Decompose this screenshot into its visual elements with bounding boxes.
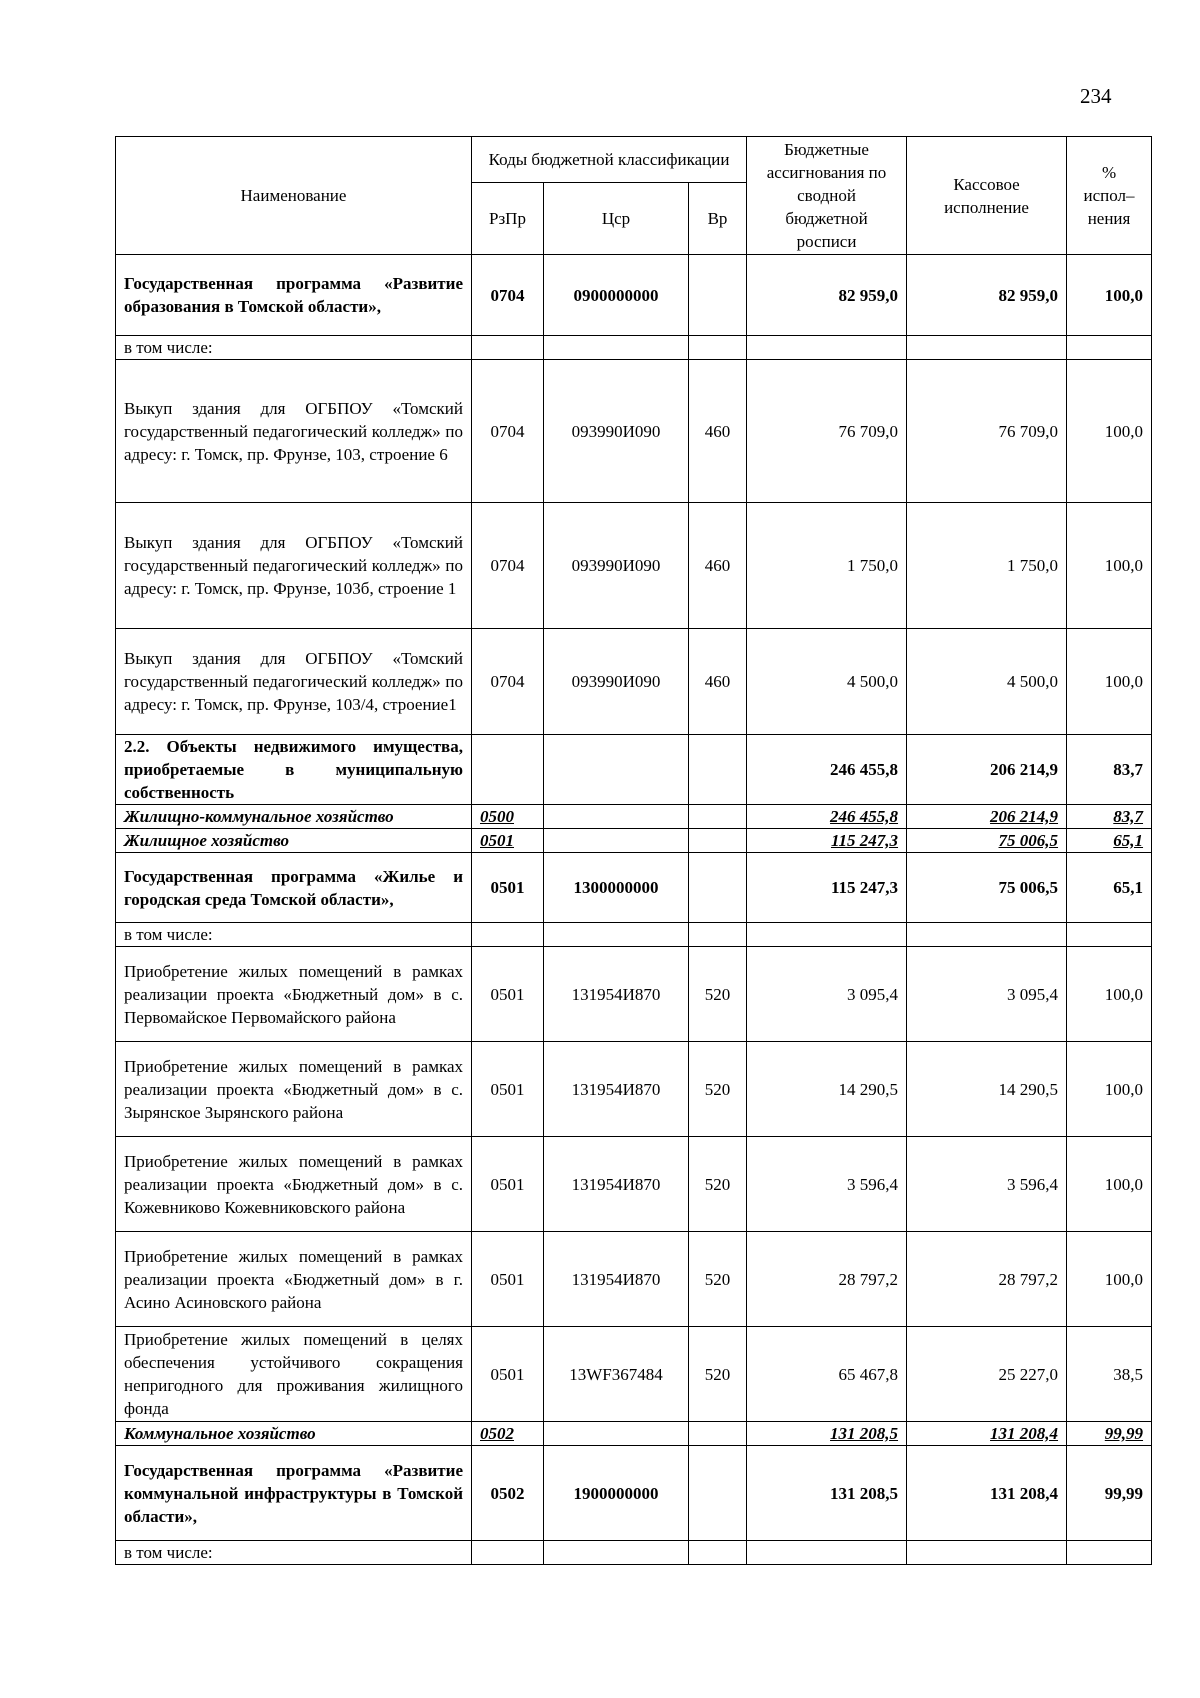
table-row [116, 1446, 1152, 1541]
row-cash: 1 750,0 [907, 503, 1067, 629]
row-tsr: 093990И090 [544, 629, 689, 735]
table-row [116, 1232, 1152, 1327]
row-percent: 38,5 [1067, 1327, 1152, 1422]
row-name: Жилищно-коммунальное хозяйство [116, 805, 472, 829]
row-budget: 76 709,0 [747, 360, 907, 503]
header-vr: Вр [689, 183, 747, 255]
row-budget: 3 095,4 [747, 947, 907, 1042]
table-row [116, 947, 1152, 1042]
row-percent: 65,1 [1067, 853, 1152, 923]
row-budget: 115 247,3 [747, 853, 907, 923]
row-name: Приобретение жилых помещений в рамках реализации проекта «Бюджетный дом» в с. Первомайское Первомайского района [116, 947, 472, 1042]
row-budget: 1 750,0 [747, 503, 907, 629]
header-codes: Коды бюджетной классификации [472, 137, 747, 183]
table-row [116, 735, 1152, 805]
row-percent: 100,0 [1067, 503, 1152, 629]
table-row [116, 336, 1152, 360]
row-vr: 460 [689, 629, 747, 735]
row-rzpr: 0704 [472, 360, 544, 503]
row-cash: 14 290,5 [907, 1042, 1067, 1137]
row-name: Выкуп здания для ОГБПОУ «Томский государственный педагогический колледж» по адресу: г. Томск, пр. Фрунзе, 103/4, строение1 [116, 629, 472, 735]
header-percent: % испол–нения [1067, 137, 1152, 255]
row-percent: 100,0 [1067, 629, 1152, 735]
row-name: 2.2. Объекты недвижимого имущества, приобретаемые в муниципальную собственность [116, 735, 472, 805]
row-vr: 520 [689, 1327, 747, 1422]
row-budget: 3 596,4 [747, 1137, 907, 1232]
row-rzpr: 0501 [472, 829, 544, 853]
row-name: Приобретение жилых помещений в рамках реализации проекта «Бюджетный дом» в с. Зырянское Зырянского района [116, 1042, 472, 1137]
row-tsr [544, 336, 689, 360]
table-row [116, 829, 1152, 853]
row-rzpr: 0501 [472, 1137, 544, 1232]
row-name: Приобретение жилых помещений в рамках реализации проекта «Бюджетный дом» в г. Асино Асиновского района [116, 1232, 472, 1327]
row-tsr: 131954И870 [544, 947, 689, 1042]
header-tsr: Цср [544, 183, 689, 255]
table-row [116, 1541, 1152, 1565]
row-cash: 4 500,0 [907, 629, 1067, 735]
row-name: Государственная программа «Развитие коммунальной инфраструктуры в Томской области», [116, 1446, 472, 1541]
row-cash: 206 214,9 [907, 735, 1067, 805]
row-name: Выкуп здания для ОГБПОУ «Томский государственный педагогический колледж» по адресу: г. Томск, пр. Фрунзе, 103, строение 6 [116, 360, 472, 503]
row-cash [907, 923, 1067, 947]
row-vr: 520 [689, 1137, 747, 1232]
row-budget: 246 455,8 [747, 805, 907, 829]
row-vr [689, 805, 747, 829]
row-vr: 520 [689, 947, 747, 1042]
header-name: Наименование [116, 137, 472, 255]
row-cash [907, 336, 1067, 360]
row-percent: 100,0 [1067, 360, 1152, 503]
row-percent [1067, 1541, 1152, 1565]
row-tsr: 1900000000 [544, 1446, 689, 1541]
table-row [116, 1137, 1152, 1232]
row-name: Коммунальное хозяйство [116, 1422, 472, 1446]
row-vr: 460 [689, 503, 747, 629]
row-tsr: 13WF367484 [544, 1327, 689, 1422]
row-budget [747, 1541, 907, 1565]
row-vr [689, 735, 747, 805]
page-number: 234 [1080, 84, 1112, 108]
row-rzpr: 0501 [472, 853, 544, 923]
row-cash: 82 959,0 [907, 255, 1067, 336]
row-rzpr: 0501 [472, 1042, 544, 1137]
row-percent: 65,1 [1067, 829, 1152, 853]
row-percent: 99,99 [1067, 1446, 1152, 1541]
table-row [116, 1327, 1152, 1422]
row-budget: 131 208,5 [747, 1446, 907, 1541]
row-name: в том числе: [116, 336, 472, 360]
row-vr: 460 [689, 360, 747, 503]
row-tsr [544, 1422, 689, 1446]
row-percent: 83,7 [1067, 735, 1152, 805]
row-name: Государственная программа «Жилье и городская среда Томской области», [116, 853, 472, 923]
row-budget: 28 797,2 [747, 1232, 907, 1327]
header-budget: Бюджетные ассигнования по сводной бюджетной росписи [747, 137, 907, 255]
row-rzpr: 0502 [472, 1446, 544, 1541]
row-cash: 75 006,5 [907, 853, 1067, 923]
row-percent: 99,99 [1067, 1422, 1152, 1446]
row-name: в том числе: [116, 1541, 472, 1565]
row-tsr: 131954И870 [544, 1137, 689, 1232]
row-rzpr: 0501 [472, 947, 544, 1042]
row-name: Приобретение жилых помещений в рамках реализации проекта «Бюджетный дом» в с. Кожевниково Кожевниковского района [116, 1137, 472, 1232]
table-row [116, 503, 1152, 629]
row-vr [689, 255, 747, 336]
row-vr [689, 336, 747, 360]
row-tsr [544, 1541, 689, 1565]
row-rzpr: 0501 [472, 1232, 544, 1327]
row-vr [689, 1446, 747, 1541]
table-row [116, 629, 1152, 735]
table-row [116, 1042, 1152, 1137]
row-cash: 28 797,2 [907, 1232, 1067, 1327]
row-rzpr: 0501 [472, 1327, 544, 1422]
row-vr [689, 1541, 747, 1565]
row-tsr: 0900000000 [544, 255, 689, 336]
row-vr [689, 1422, 747, 1446]
row-tsr [544, 923, 689, 947]
table-row [116, 1422, 1152, 1446]
row-tsr: 093990И090 [544, 360, 689, 503]
row-tsr [544, 829, 689, 853]
row-tsr: 131954И870 [544, 1042, 689, 1137]
row-tsr [544, 805, 689, 829]
row-percent [1067, 336, 1152, 360]
table-row [116, 360, 1152, 503]
header-cash: Кассовое исполнение [907, 137, 1067, 255]
row-rzpr: 0704 [472, 255, 544, 336]
row-tsr [544, 735, 689, 805]
row-tsr: 1300000000 [544, 853, 689, 923]
table-row [116, 853, 1152, 923]
table-row [116, 255, 1152, 336]
row-percent [1067, 923, 1152, 947]
row-cash: 206 214,9 [907, 805, 1067, 829]
row-cash: 3 095,4 [907, 947, 1067, 1042]
row-cash: 131 208,4 [907, 1446, 1067, 1541]
row-budget: 246 455,8 [747, 735, 907, 805]
row-tsr: 131954И870 [544, 1232, 689, 1327]
row-rzpr [472, 1541, 544, 1565]
row-budget: 115 247,3 [747, 829, 907, 853]
row-name: Выкуп здания для ОГБПОУ «Томский государственный педагогический колледж» по адресу: г. Томск, пр. Фрунзе, 103б, строение 1 [116, 503, 472, 629]
row-rzpr: 0704 [472, 503, 544, 629]
row-rzpr [472, 735, 544, 805]
header-rzpr: РзПр [472, 183, 544, 255]
row-cash [907, 1541, 1067, 1565]
row-rzpr: 0502 [472, 1422, 544, 1446]
row-vr [689, 923, 747, 947]
row-rzpr [472, 923, 544, 947]
row-budget: 131 208,5 [747, 1422, 907, 1446]
table-row [116, 923, 1152, 947]
row-cash: 131 208,4 [907, 1422, 1067, 1446]
row-percent: 100,0 [1067, 1137, 1152, 1232]
row-name: в том числе: [116, 923, 472, 947]
row-percent: 100,0 [1067, 947, 1152, 1042]
row-cash: 3 596,4 [907, 1137, 1067, 1232]
row-budget: 14 290,5 [747, 1042, 907, 1137]
row-rzpr: 0500 [472, 805, 544, 829]
row-percent: 100,0 [1067, 1042, 1152, 1137]
row-budget: 82 959,0 [747, 255, 907, 336]
table-row [116, 805, 1152, 829]
row-vr [689, 853, 747, 923]
row-percent: 100,0 [1067, 255, 1152, 336]
row-cash: 75 006,5 [907, 829, 1067, 853]
row-percent: 83,7 [1067, 805, 1152, 829]
row-name: Государственная программа «Развитие образования в Томской области», [116, 255, 472, 336]
row-budget: 65 467,8 [747, 1327, 907, 1422]
row-name: Жилищное хозяйство [116, 829, 472, 853]
row-name: Приобретение жилых помещений в целях обеспечения устойчивого сокращения непригодного для проживания жилищного фонда [116, 1327, 472, 1422]
row-rzpr [472, 336, 544, 360]
row-budget [747, 336, 907, 360]
row-vr: 520 [689, 1042, 747, 1137]
row-percent: 100,0 [1067, 1232, 1152, 1327]
row-rzpr: 0704 [472, 629, 544, 735]
row-cash: 25 227,0 [907, 1327, 1067, 1422]
row-budget [747, 923, 907, 947]
row-tsr: 093990И090 [544, 503, 689, 629]
row-budget: 4 500,0 [747, 629, 907, 735]
budget-table [115, 136, 1152, 1565]
row-vr: 520 [689, 1232, 747, 1327]
row-cash: 76 709,0 [907, 360, 1067, 503]
row-vr [689, 829, 747, 853]
